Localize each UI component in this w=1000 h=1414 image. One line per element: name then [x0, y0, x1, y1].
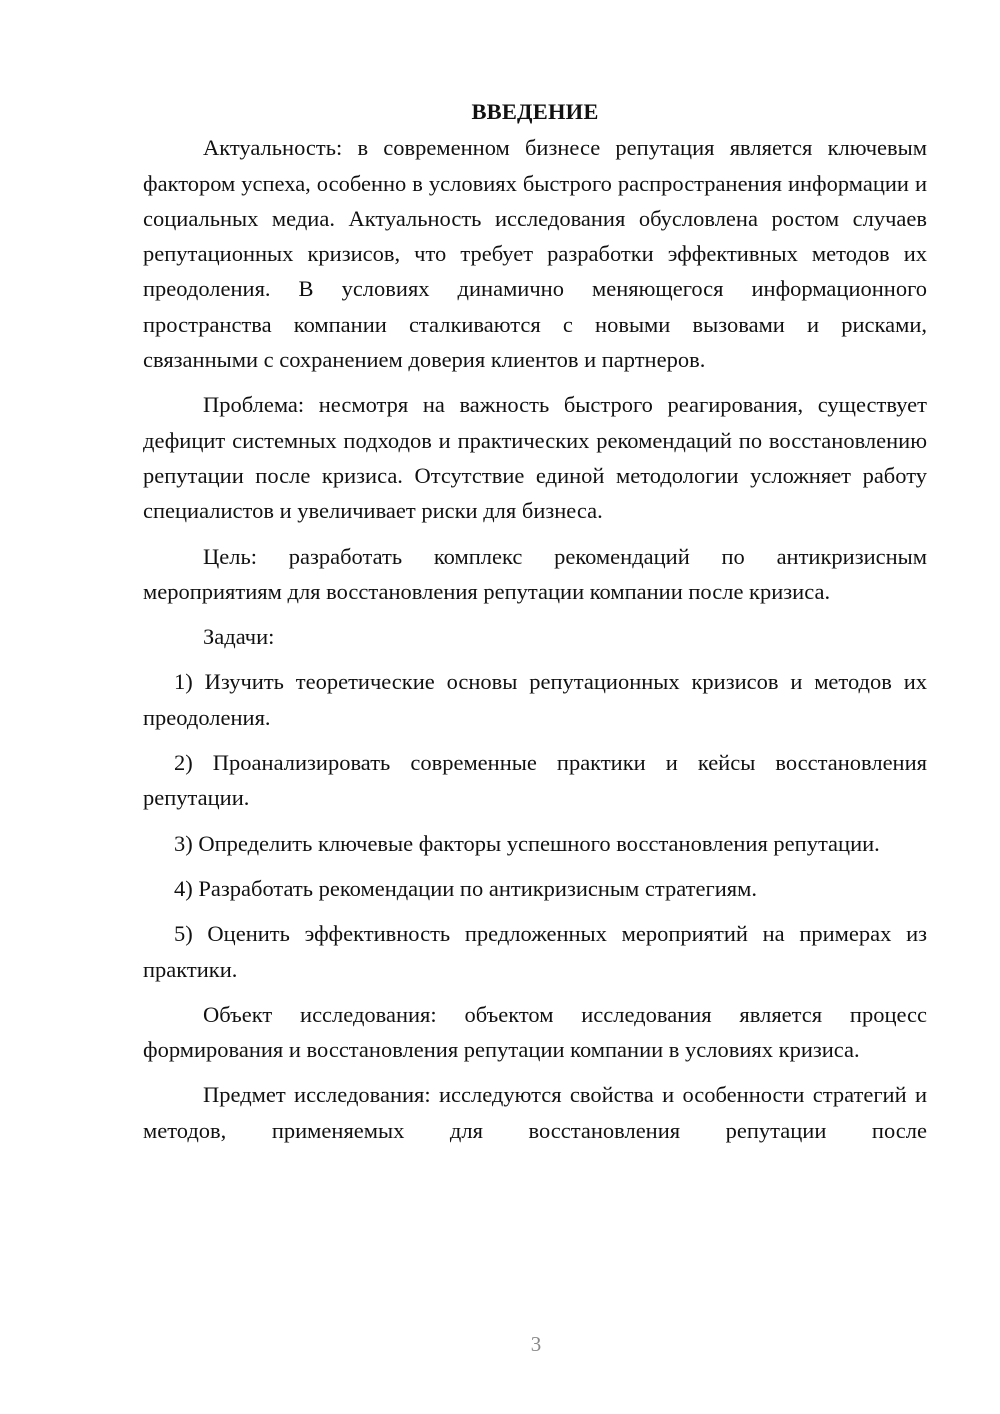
page-content — [143, 94, 927, 1148]
subject-paragraph: Предмет исследования: исследуются свойства и особенности стратегий и методов, применяемых для восстановления репутации после — [143, 1082, 927, 1143]
page-number: 3 — [530, 1332, 542, 1356]
task-item: 2) Проанализировать современные практики и кейсы восстановления репутации. — [143, 750, 927, 811]
task-item: 3) Определить ключевые факторы успешного восстановления репутации. — [174, 830, 880, 856]
goal-paragraph: Цель: разработать комплекс рекомендаций по антикризисным мероприятиям для восстановления репутации компании после кризиса. — [143, 543, 927, 604]
task-item: 1) Изучить теоретические основы репутационных кризисов и методов их преодоления. — [143, 669, 927, 730]
task-item: 4) Разработать рекомендации по антикризисным стратегиям. — [174, 875, 757, 901]
tasks-label: Задачи: — [203, 624, 275, 650]
relevance-paragraph: Актуальность: в современном бизнесе репутация является ключевым фактором успеха, особенно в условиях быстрого распространения информации и социальных медиа. Актуальность исследования обусловлена ростом случаев репутационных кризисов, что требует разработки эффективных методов их преодоления. В условиях динамично меняющегося информационного пространства компании сталкиваются с новыми вызовами и рисками, связанными с сохранением доверия клиентов и партнеров. — [143, 135, 927, 373]
problem-paragraph: Проблема: несмотря на важность быстрого реагирования, существует дефицит системных подходов и практических рекомендаций по восстановлению репутации после кризиса. Отсутствие единой методологии усложняет работу специалистов и увеличивает риски для бизнеса. — [143, 392, 927, 524]
task-item: 5) Оценить эффективность предложенных мероприятий на примерах из практики. — [143, 921, 927, 982]
object-paragraph: Объект исследования: объектом исследования является процесс формирования и восстановления репутации компании в условиях кризиса. — [143, 1001, 927, 1063]
section-heading: ВВЕДЕНИЕ — [471, 99, 599, 124]
